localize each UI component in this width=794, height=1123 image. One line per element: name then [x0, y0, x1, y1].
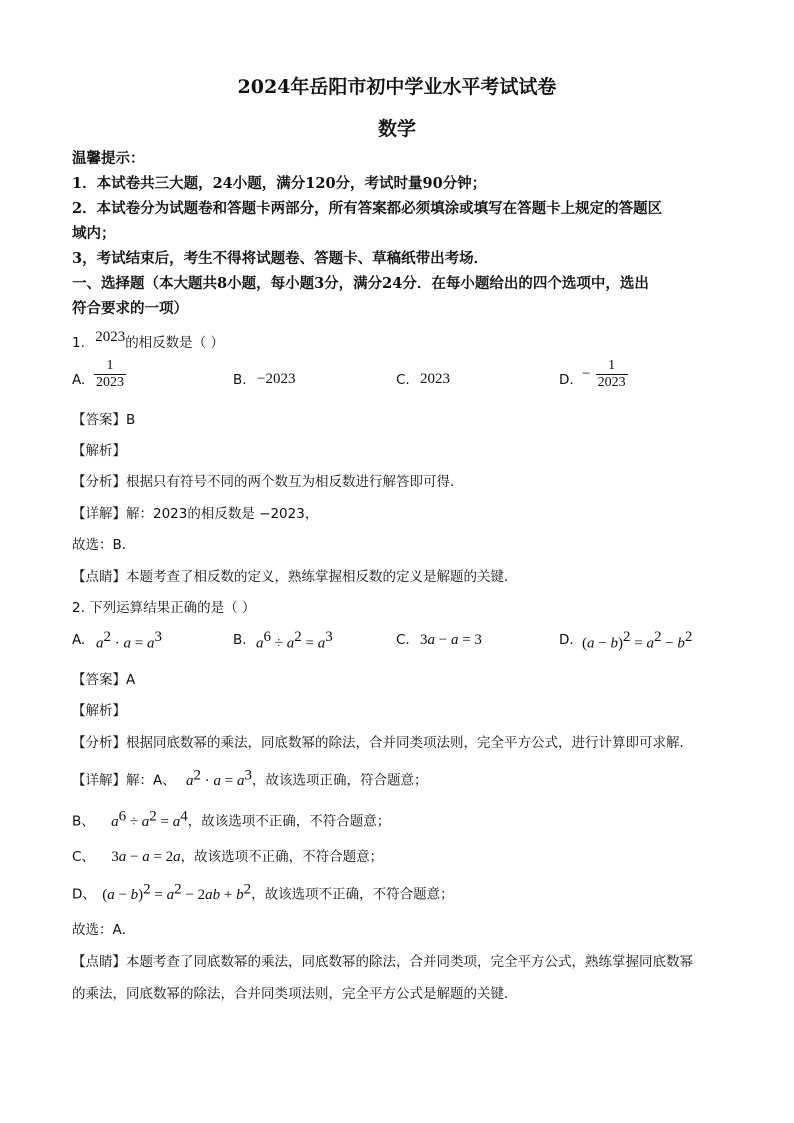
notice-item-2: 2．本试卷分为试题卷和答题卡两部分，所有答案都必须填涂或填写在答题卡上规定的答题区: [72, 200, 663, 217]
detail-line-c: [72, 845, 383, 866]
detail-tag: 【详解】: [72, 506, 126, 522]
minus-sign: −: [582, 366, 591, 382]
detail-b-prefix: B、: [72, 813, 95, 830]
comment-text: 本题考查了相反数的定义，熟练掌握相反数的定义是解题的关键．: [126, 569, 518, 585]
detail-a-suffix: ，故该选项正确，符合题意；: [252, 772, 428, 789]
notice-item-2-cont: 域内；: [72, 225, 116, 242]
question-1-stem: [72, 331, 224, 352]
subject-title: 数学: [377, 118, 416, 140]
detail-tag: 【详解】: [72, 772, 126, 789]
detail-b-formula: $a^6 \div a^2 = a^4$: [111, 808, 188, 830]
fraction-denominator: 2023: [96, 375, 124, 390]
analysis-tag: 【解析】: [72, 443, 126, 459]
detail-d-formula: $(a - b)^2 = a^2 - 2ab + b^2$: [102, 881, 252, 903]
detail-d-prefix: D、: [72, 886, 96, 903]
detail-b-suffix: ，故该选项不正确，不符合题意；: [187, 813, 391, 830]
fraction-numerator: 1: [596, 358, 628, 375]
detail-line-b: [72, 808, 390, 831]
option-a-label: A.: [72, 632, 86, 648]
notice-heading: 温馨提示：: [72, 150, 145, 167]
question-2-stem: 2. 下列运算结果正确的是（ ）: [72, 600, 256, 616]
analysis-line: [72, 731, 693, 751]
option-d-formula: $(a - b)^2 = a^2 - b^2$: [582, 629, 693, 652]
analysis-line: [72, 470, 464, 490]
question-number: 1.: [72, 335, 85, 351]
option-a-fraction: [94, 358, 126, 391]
fenxi-tag: 【分析】: [72, 735, 126, 751]
answer-line: [72, 408, 135, 428]
comment-tag: 【点睛】: [72, 954, 126, 970]
detail-c-prefix: C、: [72, 849, 95, 865]
comment-line: [72, 950, 693, 970]
option-b-label: B.: [233, 632, 247, 648]
comment-tag: 【点睛】: [72, 569, 126, 585]
comment-text: 本题考查了同底数幂的乘法，同底数幂的除法，合并同类项，完全平方公式，熟练掌握同底数幂: [126, 954, 693, 970]
answer-line: [72, 668, 135, 688]
option-c-formula: 3a − a = 3: [420, 632, 482, 648]
answer-tag: 【答案】: [72, 672, 126, 688]
detail-line-d: [72, 881, 454, 904]
option-b-label: B.: [233, 372, 247, 388]
notice-item-3: 3，考试结束后，考生不得将试题卷、答题卡、草稿纸带出考场．: [72, 250, 489, 267]
option-c-value: 2023: [420, 371, 450, 387]
detail-c-formula: 3a − a = 2a: [111, 849, 181, 865]
option-d-label: D.: [559, 632, 574, 648]
answer-value: B: [126, 412, 136, 428]
section-heading-cont: 符合要求的一项）: [72, 300, 188, 317]
option-a-formula: $a^2 \cdot a = a^3$: [96, 629, 162, 652]
detail-text: 解：2023的相反数是 −2023，: [126, 506, 319, 522]
page-title: 2024年岳阳市初中学业水平考试试卷: [237, 76, 557, 98]
question-text: 的相反数是（ ）: [125, 335, 224, 351]
fraction-denominator: 2023: [597, 375, 626, 390]
answer-value: A: [126, 672, 136, 688]
section-heading: 一、选择题（本大题共8小题，每小题3分，满分24分．在每小题给出的四个选项中，选出: [72, 275, 649, 292]
fenxi-text: 根据只有符号不同的两个数互为相反数进行解答即可得．: [126, 474, 464, 490]
option-c-label: C.: [396, 632, 410, 648]
comment-line-cont: 的乘法，同底数幂的除法，合并同类项法则，完全平方公式是解题的关键．: [72, 986, 518, 1002]
notice-item-1: 1．本试卷共三大题，24小题，满分120分，考试时量90分钟；: [72, 175, 487, 192]
option-d-fraction: [582, 358, 628, 391]
detail-a-formula: $a^2 \cdot a = a^3$: [186, 767, 253, 789]
choice-line: 故选：A．: [72, 922, 136, 938]
analysis-tag: 【解析】: [72, 703, 126, 719]
fenxi-text: 根据同底数幂的乘法，同底数幂的除法，合并同类项法则，完全平方公式，进行计算即可求解．: [126, 735, 693, 751]
detail-line-a: [72, 767, 428, 790]
detail-a-prefix: 解：A、: [126, 772, 176, 789]
choice-line: 故选：B．: [72, 537, 136, 553]
option-a-label: A.: [72, 372, 86, 388]
option-d-label: D.: [559, 372, 574, 388]
option-b-formula: $a^6 \div a^2 = a^3$: [256, 629, 333, 652]
option-b-value: −2023: [257, 371, 296, 387]
comment-line: [72, 565, 518, 585]
answer-tag: 【答案】: [72, 412, 126, 428]
detail-d-suffix: ，故该选项不正确，不符合题意；: [251, 886, 454, 903]
fraction-numerator: 1: [94, 358, 126, 375]
detail-line: [72, 502, 318, 522]
detail-c-suffix: ，故该选项不正确，不符合题意；: [180, 849, 384, 865]
fenxi-tag: 【分析】: [72, 474, 126, 490]
question-value: 2023: [95, 329, 126, 345]
option-c-label: C.: [396, 372, 410, 388]
